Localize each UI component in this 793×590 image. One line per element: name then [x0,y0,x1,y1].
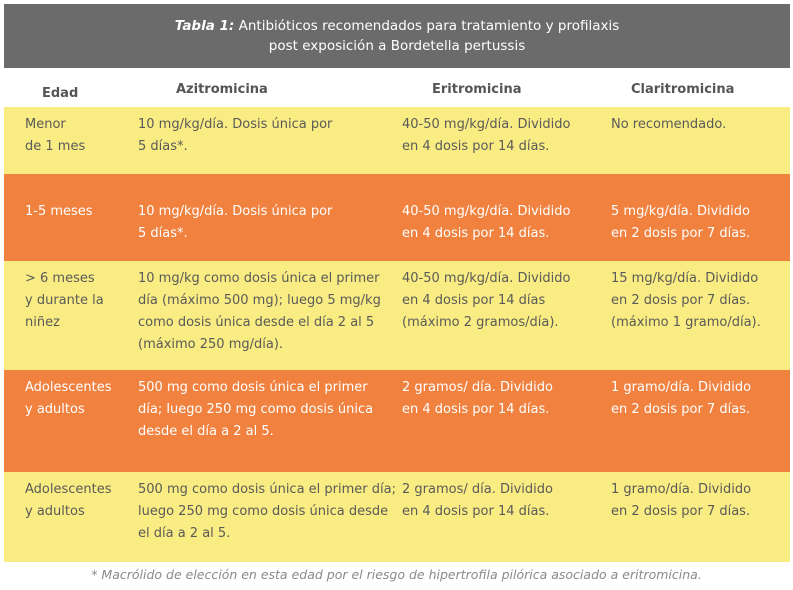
cell-line: 5 mg/kg/día. Dividido [611,204,750,219]
cell-line: 1-5 meses [25,204,93,219]
cell-line: el día a 2 al 5. [138,526,231,541]
cell-claritromicina [611,377,751,421]
cell-line: 2 gramos/ día. Dividido [402,380,553,395]
cell-line: en 4 dosis por 14 días. [402,402,550,417]
cell-eritromicina [402,268,570,334]
cell-line: y durante la [25,293,104,308]
title-line-1 [175,16,620,36]
cell-eritromicina [402,114,570,158]
cell-edad [25,268,104,334]
cell-line: de 1 mes [25,139,86,154]
cell-eritromicina [402,201,570,245]
header-edad: Edad [42,86,79,101]
cell-line: niñez [25,315,60,330]
table-row [4,370,790,472]
table-row [4,107,790,174]
cell-line: 500 mg como dosis única el primer día; [138,482,396,497]
header-eritromicina: Eritromicina [432,82,522,97]
cell-azitromicina [138,114,332,158]
cell-line: 40-50 mg/kg/día. Dividido [402,271,571,286]
cell-line: y adultos [25,402,85,417]
cell-line: 10 mg/kg/día. Dosis única por [138,204,333,219]
cell-line: en 2 dosis por 7 días. [611,402,751,417]
cell-line: desde el día a 2 al 5. [138,424,274,439]
cell-line: (máximo 1 gramo/día). [611,315,761,330]
cell-line: 5 días*. [138,139,188,154]
cell-line: Menor [25,117,66,132]
cell-edad [25,377,112,421]
cell-line: en 2 dosis por 7 días. [611,226,751,241]
cell-line: en 4 dosis por 14 días. [402,226,550,241]
cell-eritromicina [402,479,553,523]
table-row [4,261,790,370]
cell-line: 10 mg/kg/día. Dosis única por [138,117,333,132]
cell-claritromicina [611,479,751,523]
cell-line: 2 gramos/ día. Dividido [402,482,553,497]
cell-line: en 4 dosis por 14 días. [402,139,550,154]
cell-line: 40-50 mg/kg/día. Dividido [402,117,571,132]
header-azitromicina: Azitromicina [176,82,268,97]
title-prefix: Tabla 1: [174,18,235,34]
cell-line: luego 250 mg como dosis única desde [138,504,389,519]
header-claritromicina: Claritromicina [631,82,735,97]
cell-line: y adultos [25,504,85,519]
cell-line: 1 gramo/día. Dividido [611,380,752,395]
cell-line: Adolescentes [25,380,112,395]
cell-line: > 6 meses [25,271,95,286]
cell-edad [25,479,112,523]
cell-claritromicina [611,201,750,245]
cell-line: como dosis única desde el día 2 al 5 [138,315,375,330]
cell-line: en 4 dosis por 14 días. [402,504,550,519]
table-row [4,174,790,261]
cell-azitromicina [138,479,396,545]
cell-line: (máximo 250 mg/día). [138,337,284,352]
cell-azitromicina [138,201,332,245]
cell-line: en 4 dosis por 14 días [402,293,546,308]
cell-line: 1 gramo/día. Dividido [611,482,752,497]
cell-line: No recomendado. [611,117,727,132]
cell-line: en 2 dosis por 7 días. [611,293,751,308]
cell-line: 500 mg como dosis única el primer [138,380,368,395]
title-text-1: Antibióticos recomendados para tratamiento y profilaxis [238,18,620,34]
cell-line: 15 mg/kg/día. Dividido [611,271,759,286]
cell-line: 10 mg/kg como dosis única el primer [138,271,380,286]
cell-claritromicina [611,268,761,334]
cell-azitromicina [138,377,373,443]
cell-line: 40-50 mg/kg/día. Dividido [402,204,571,219]
cell-claritromicina [611,114,726,136]
cell-eritromicina [402,377,553,421]
cell-edad [25,114,85,158]
cell-edad [25,201,93,223]
table-title [4,4,790,68]
table-row [4,472,790,562]
table-header [4,68,790,106]
cell-line: (máximo 2 gramos/día). [402,315,559,330]
title-line-2: post exposición a Bordetella pertussis [268,38,526,54]
cell-line: en 2 dosis por 7 días. [611,504,751,519]
cell-line: Adolescentes [25,482,112,497]
cell-line: 5 días*. [138,226,188,241]
cell-azitromicina [138,268,381,356]
cell-line: día; luego 250 mg como dosis única [138,402,374,417]
cell-line: día (máximo 500 mg); luego 5 mg/kg [138,293,381,308]
footnote: * Macrólido de elección en esta edad por el riesgo de hipertrofila pilórica asociado a eritromicina. [91,567,702,582]
